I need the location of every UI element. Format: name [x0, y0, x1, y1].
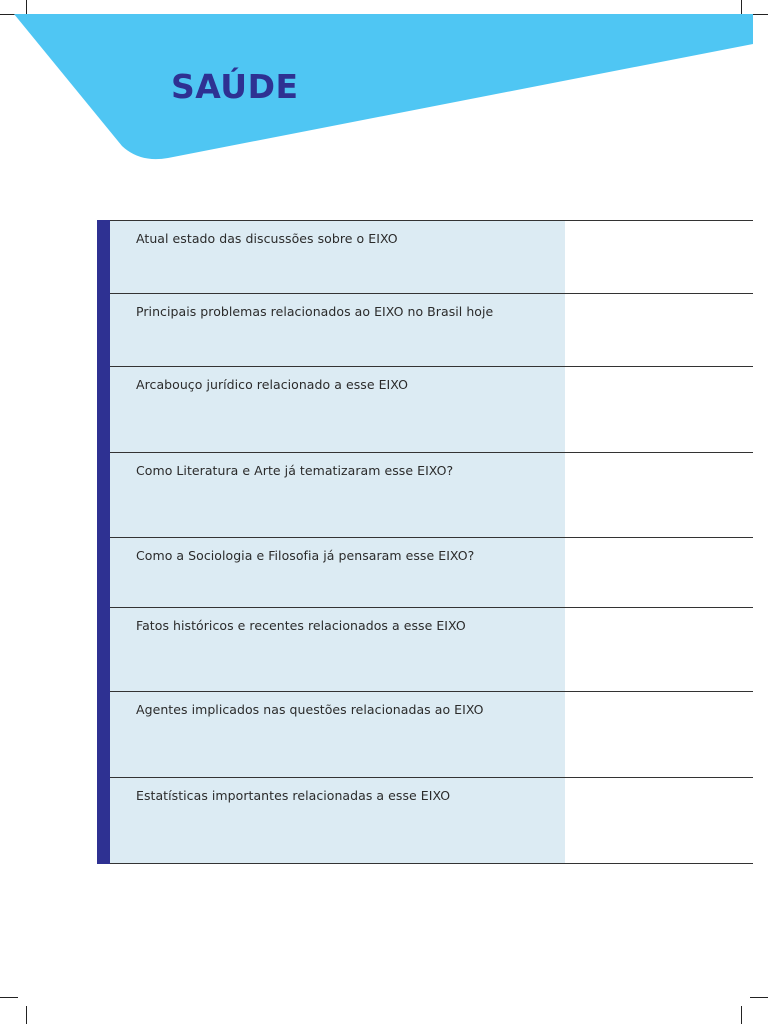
row-label: Como a Sociologia e Filosofia já pensaram esse EIXO? — [136, 548, 475, 563]
table-row — [110, 537, 753, 607]
banner-shape — [14, 14, 753, 159]
row-label: Como Literatura e Arte já tematizaram esse EIXO? — [136, 463, 454, 478]
header-banner — [0, 0, 768, 170]
answer-field[interactable] — [565, 294, 753, 366]
row-label-cell — [110, 221, 565, 293]
row-label-cell — [110, 778, 565, 863]
table-row — [110, 691, 753, 777]
answer-field[interactable] — [565, 692, 753, 777]
row-label-cell — [110, 367, 565, 452]
crop-mark — [26, 1006, 27, 1024]
accent-bar — [97, 220, 110, 864]
row-label-cell — [110, 294, 565, 366]
answer-field[interactable] — [565, 367, 753, 452]
table-row — [110, 452, 753, 537]
table-row — [110, 293, 753, 366]
row-label: Fatos históricos e recentes relacionados a esse EIXO — [136, 618, 466, 633]
answer-field[interactable] — [565, 453, 753, 537]
table-row — [110, 366, 753, 452]
answer-field[interactable] — [565, 221, 753, 293]
row-label-cell — [110, 453, 565, 537]
row-label: Agentes implicados nas questões relacionadas ao EIXO — [136, 702, 484, 717]
row-label-cell — [110, 692, 565, 777]
row-label: Atual estado das discussões sobre o EIXO — [136, 231, 398, 246]
table-rows — [110, 220, 753, 864]
row-label-cell — [110, 538, 565, 607]
row-label: Principais problemas relacionados ao EIXO no Brasil hoje — [136, 304, 494, 319]
answer-field[interactable] — [565, 778, 753, 863]
page-title: SAÚDE — [171, 67, 299, 106]
row-label: Arcabouço jurídico relacionado a esse EIXO — [136, 377, 408, 392]
crop-mark — [741, 1006, 742, 1024]
crop-mark — [0, 997, 18, 998]
answer-field[interactable] — [565, 608, 753, 691]
table-row — [110, 777, 753, 864]
row-label-cell — [110, 608, 565, 691]
row-label: Estatísticas importantes relacionadas a esse EIXO — [136, 788, 451, 803]
answer-field[interactable] — [565, 538, 753, 607]
table-row — [110, 607, 753, 691]
crop-mark — [750, 997, 768, 998]
table-row — [110, 220, 753, 293]
